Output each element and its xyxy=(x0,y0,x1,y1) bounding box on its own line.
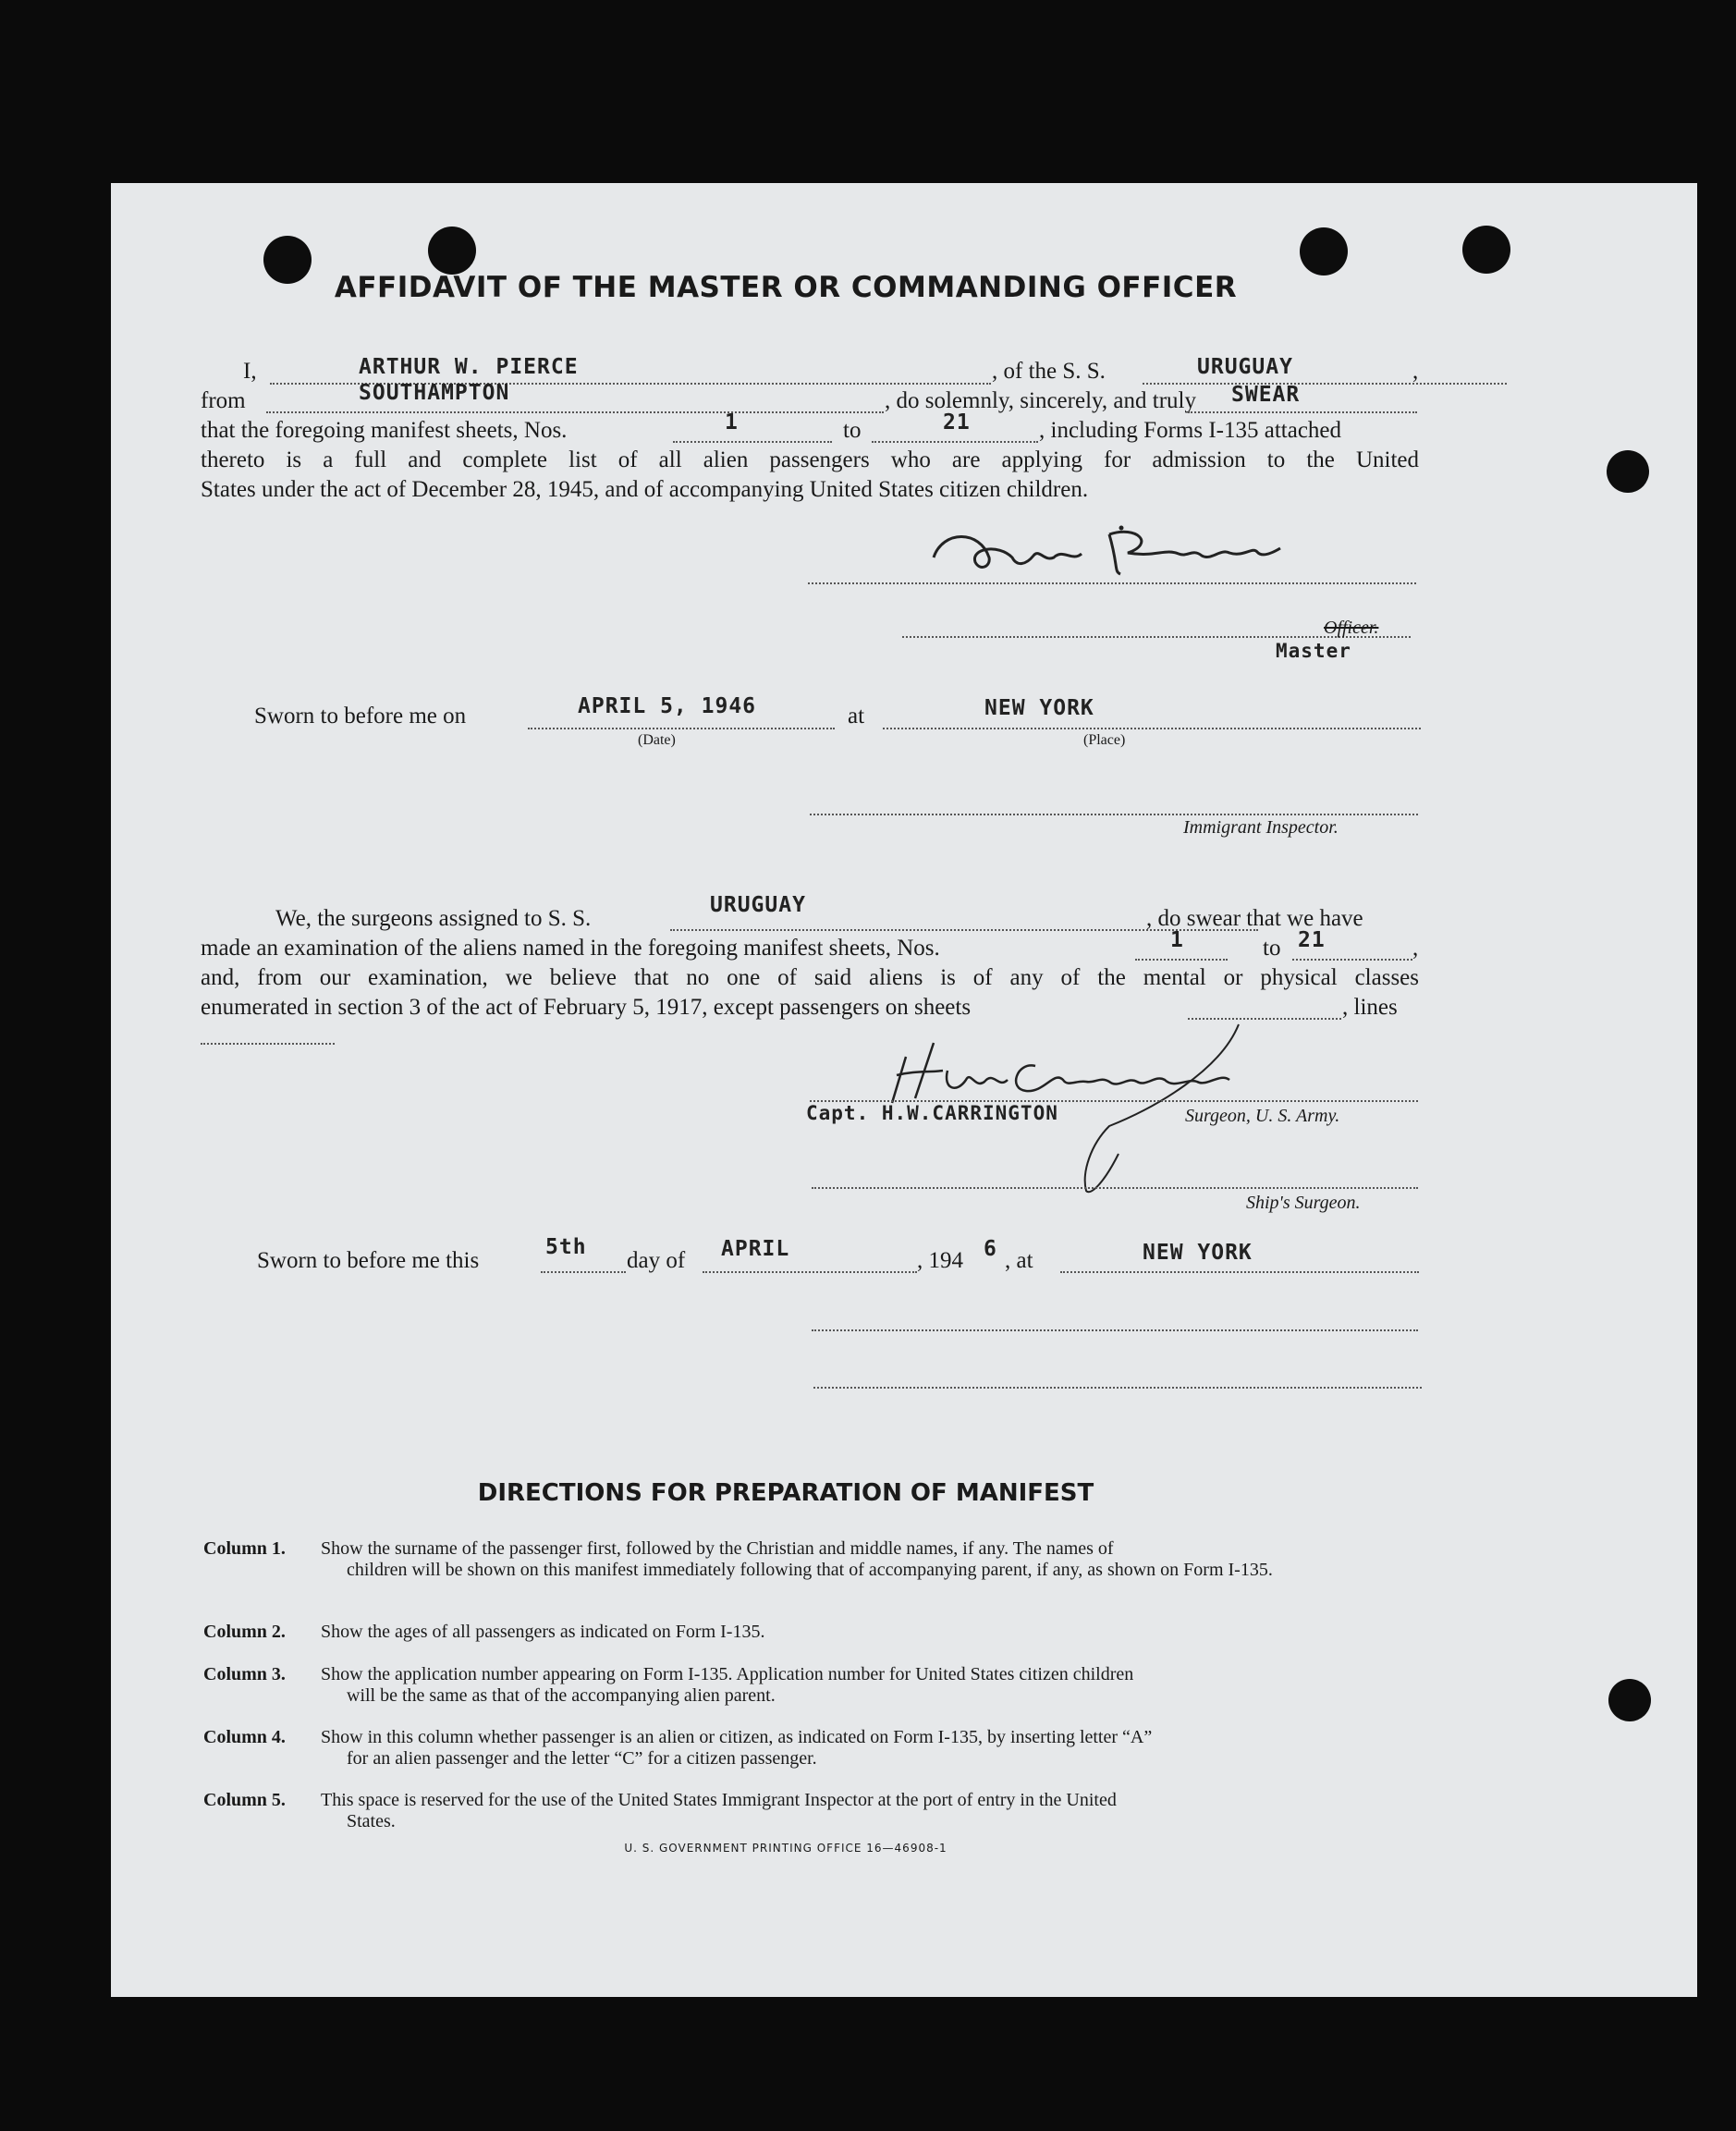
affidavit-line-4: thereto is a full and complete list of all alien passengers who are applying for admission to the United xyxy=(201,447,1419,472)
column-1-continuation: children will be shown on this manifest immediately following that of accompanying parent, if any, as shown on Form I-135. xyxy=(347,1560,1273,1580)
surgeon-ship: URUGUAY xyxy=(710,893,806,917)
column-5-line-1: This space is reserved for the use of the United States Immigrant Inspector at the port of entry in the United xyxy=(321,1790,1117,1810)
including-label: , including Forms I-135 attached xyxy=(1039,418,1342,443)
surgeons-place-line xyxy=(1060,1271,1419,1273)
document-title: AFFIDAVIT OF THE MASTER OR COMMANDING OFFICER xyxy=(334,271,1238,304)
surgeon-label: Surgeon, U. S. Army. xyxy=(1185,1106,1340,1126)
sworn-day-line xyxy=(541,1271,626,1273)
sheets-label: that the foregoing manifest sheets, Nos. xyxy=(201,418,568,443)
directions-title: DIRECTIONS FOR PREPARATION OF MANIFEST xyxy=(477,1479,1094,1507)
solemnly-label: , do solemnly, sincerely, and truly xyxy=(885,388,1196,413)
comma: , xyxy=(1412,936,1419,961)
surgeons-line-4: enumerated in section 3 of the act of February 5, 1917, except passengers on sheets xyxy=(201,995,972,1020)
affidavit-line-5: States under the act of December 28, 1945, and of accompanying United States citizen children. xyxy=(201,477,1089,502)
sworn-date: APRIL 5, 1946 xyxy=(578,694,757,718)
affidavit-page xyxy=(111,183,1697,1997)
column-4-line-1: Show in this column whether passenger is an alien or citizen, as indicated on Form I-135, by inserting letter “A” xyxy=(321,1727,1153,1747)
column-2-line-1: Show the ages of all passengers as indicated on Form I-135. xyxy=(321,1622,765,1642)
printing-office-footer: U. S. GOVERNMENT PRINTING OFFICE 16—46908-1 xyxy=(624,1842,947,1855)
column-4-label: Column 4. xyxy=(203,1727,286,1747)
column-1-text xyxy=(321,1538,1421,1581)
i-label: I, xyxy=(243,359,257,384)
sworn-day: 5th xyxy=(545,1235,587,1259)
ship-surgeon-line xyxy=(812,1187,1418,1189)
place-caption: (Place) xyxy=(1083,732,1126,748)
column-4-continuation: for an alien passenger and the letter “C” for a citizen passenger. xyxy=(347,1748,817,1769)
signature-line xyxy=(808,582,1416,584)
surgeons-at-label: , at xyxy=(1005,1248,1033,1273)
ship-name: URUGUAY xyxy=(1197,355,1293,379)
column-1-line-1: Show the surname of the passenger first, followed by the Christian and middle names, if any. The names of xyxy=(321,1538,1114,1559)
surgeon-to-label: to xyxy=(1263,936,1281,961)
sworn-date-line xyxy=(528,728,835,729)
surgeon-sheet-from: 1 xyxy=(1170,928,1184,952)
sworn-label: Sworn to before me on xyxy=(254,704,467,729)
comma: , xyxy=(1412,359,1419,384)
punch-hole xyxy=(1300,227,1348,276)
punch-hole xyxy=(1608,1679,1651,1721)
column-3-label: Column 3. xyxy=(203,1664,286,1684)
officer-typed: Master xyxy=(1276,640,1351,662)
punch-hole xyxy=(1607,450,1649,493)
column-1-label: Column 1. xyxy=(203,1538,286,1559)
officer-label: Officer. xyxy=(1324,618,1379,638)
column-3-line-1: Show the application number appearing on Form I-135. Application number for United States citizen children xyxy=(321,1664,1134,1684)
blank-signature-line-2 xyxy=(813,1387,1422,1389)
surgeons-line-3: and, from our examination, we believe that no one of said aliens is of any of the mental or physical classes xyxy=(201,965,1419,990)
to-label: to xyxy=(843,418,862,443)
oath: SWEAR xyxy=(1231,383,1301,407)
at-label: at xyxy=(848,704,865,729)
date-caption: (Date) xyxy=(638,732,676,748)
surgeons-sworn-place: NEW YORK xyxy=(1143,1241,1253,1265)
surgeons-sworn-label: Sworn to before me this xyxy=(257,1248,480,1273)
lines-line xyxy=(201,1043,335,1045)
from-label: from xyxy=(201,388,246,413)
column-5-text xyxy=(321,1790,1421,1832)
year-digit: 6 xyxy=(984,1237,997,1261)
surgeon-sheet-from-line xyxy=(1135,959,1228,961)
punch-hole xyxy=(1462,226,1510,274)
sworn-place-line xyxy=(883,728,1421,729)
sworn-month-line xyxy=(703,1271,917,1273)
surgeons-label: We, the surgeons assigned to S. S. xyxy=(275,906,592,931)
lines-label: , lines xyxy=(1342,995,1398,1020)
column-4-text xyxy=(321,1727,1421,1770)
of-ss-label: , of the S. S. xyxy=(992,359,1106,384)
surgeons-line-2: made an examination of the aliens named in the foregoing manifest sheets, Nos. xyxy=(201,936,940,961)
surgeons-swear-label: , do swear that we have xyxy=(1146,906,1363,931)
from-line xyxy=(266,411,884,413)
column-3-continuation: will be the same as that of the accompanying alien parent. xyxy=(347,1685,776,1706)
master-name: ARTHUR W. PIERCE xyxy=(359,355,579,379)
sheet-from: 1 xyxy=(725,410,739,435)
column-2-text xyxy=(321,1622,1421,1643)
ship-line xyxy=(1143,383,1507,385)
column-2-label: Column 2. xyxy=(203,1622,286,1642)
sheet-to: 21 xyxy=(943,410,971,435)
from-port: SOUTHAMPTON xyxy=(359,381,510,405)
day-of-label: day of xyxy=(627,1248,686,1273)
inspector-label: Immigrant Inspector. xyxy=(1183,817,1339,838)
column-5-continuation: States. xyxy=(347,1811,396,1831)
year-prefix: , 194 xyxy=(917,1248,963,1273)
punch-hole xyxy=(428,227,476,275)
column-5-label: Column 5. xyxy=(203,1790,286,1810)
sworn-place: NEW YORK xyxy=(984,696,1094,720)
surgeon-typed: Capt. H.W.CARRINGTON xyxy=(806,1102,1058,1124)
surgeon-sheet-to: 21 xyxy=(1298,928,1326,952)
master-signature xyxy=(924,521,1405,585)
sheet-to-line xyxy=(872,441,1038,443)
sworn-month: APRIL xyxy=(721,1237,790,1261)
column-3-text xyxy=(321,1664,1421,1707)
oath-line xyxy=(1188,411,1417,413)
surgeon-sheet-to-line xyxy=(1292,959,1412,961)
sheet-from-line xyxy=(673,441,832,443)
inspector-line xyxy=(810,814,1418,815)
blank-signature-line-1 xyxy=(812,1329,1418,1331)
ship-surgeon-label: Ship's Surgeon. xyxy=(1246,1193,1361,1213)
